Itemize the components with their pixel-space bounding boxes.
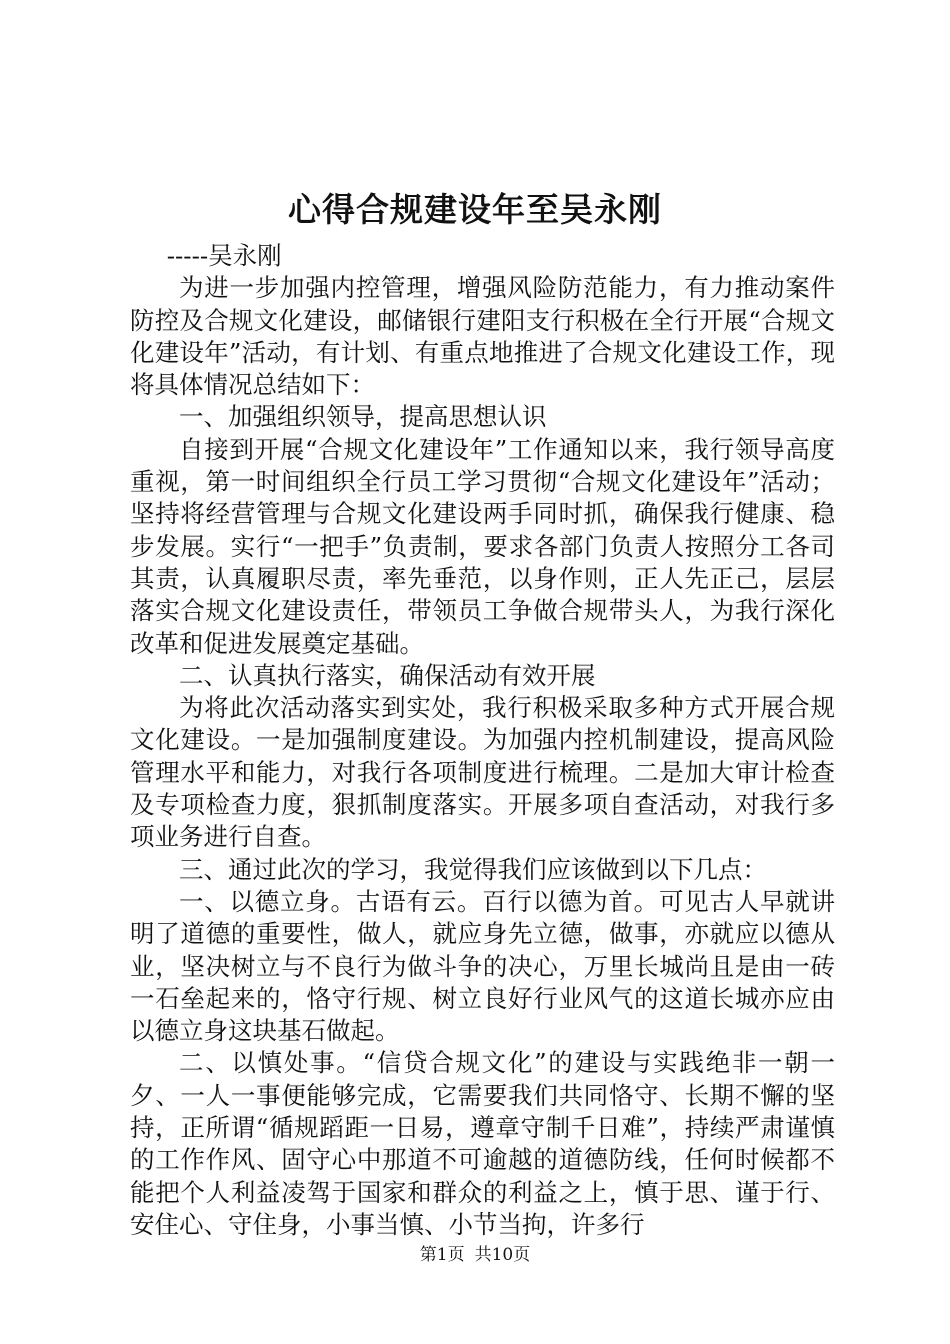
paragraph-point-1: 一、以德立身。古语有云。百行以德为首。可见古人早就讲明了道德的重要性，做人，就应身先立德，做事，亦就应以德从业，坚决树立与不良行为做斗争的决心，万里长城尚且是由一砖一石垒起来的，恪守行规、树立良好行业风气的这道长城亦应由以德立身这块基石做起。	[130, 886, 835, 1046]
page-footer	[0, 1243, 950, 1267]
paragraph-section-2: 为将此次活动落实到实处，我行积极采取多种方式开展合规文化建设。一是加强制度建设。为加强内控机制建设，提高风险管理水平和能力，对我行各项制度进行梳理。二是加大审计检查及专项检查力度，狠抓制度落实。开展多项自查活动，对我行多项业务进行自查。	[130, 693, 835, 852]
paragraph-point-2: 二、以慎处事。“信贷合规文化”的建设与实践绝非一朝一夕、一人一事便能够完成，它需要我们共同恪守、长期不懈的坚持，正所谓“循规蹈距一日易，遵章守制千日难”，持续严肃谨慎的工作作风、固守心中那道不可逾越的道德防线，任何时候都不能把个人利益凌驾于国家和群众的利益之上，慎于思、谨于行、安住心、守住身，小事当慎、小节当拘，许多行	[130, 1048, 835, 1239]
section-heading-2: 二、认真执行落实，确保活动有效开展	[179, 660, 596, 690]
paragraph-section-1: 自接到开展“合规文化建设年”工作通知以来，我行领导高度重视，第一时间组织全行员工学习贯彻“合规文化建设年”活动；坚持将经营管理与合规文化建设两手同时抓，确保我行健康、稳步发展。实行“一把手”负责制，要求各部门负责人按照分工各司其责，认真履职尽责，率先垂范，以身作则，正人先正己，层层落实合规文化建设责任，带领员工争做合规带头人，为我行深化改革和促进发展奠定基础。	[130, 434, 835, 658]
page-number: 第1页	[419, 1245, 465, 1265]
document-body	[130, 240, 835, 1241]
section-heading-3: 三、通过此次的学习，我觉得我们应该做到以下几点：	[179, 854, 767, 884]
section-heading-1: 一、加强组织领导，提高思想认识	[179, 402, 547, 432]
document-title: 心得合规建设年至吴永刚	[288, 190, 662, 229]
author-line: -----吴永刚	[166, 241, 282, 270]
page-total: 共10页	[474, 1245, 531, 1265]
paragraph-intro: 为进一步加强内控管理，增强风险防范能力，有力推动案件防控及合规文化建设，邮储银行建阳支行积极在全行开展“合规文化建设年”活动，有计划、有重点地推进了合规文化建设工作，现将具体情况总结如下：	[130, 273, 835, 400]
